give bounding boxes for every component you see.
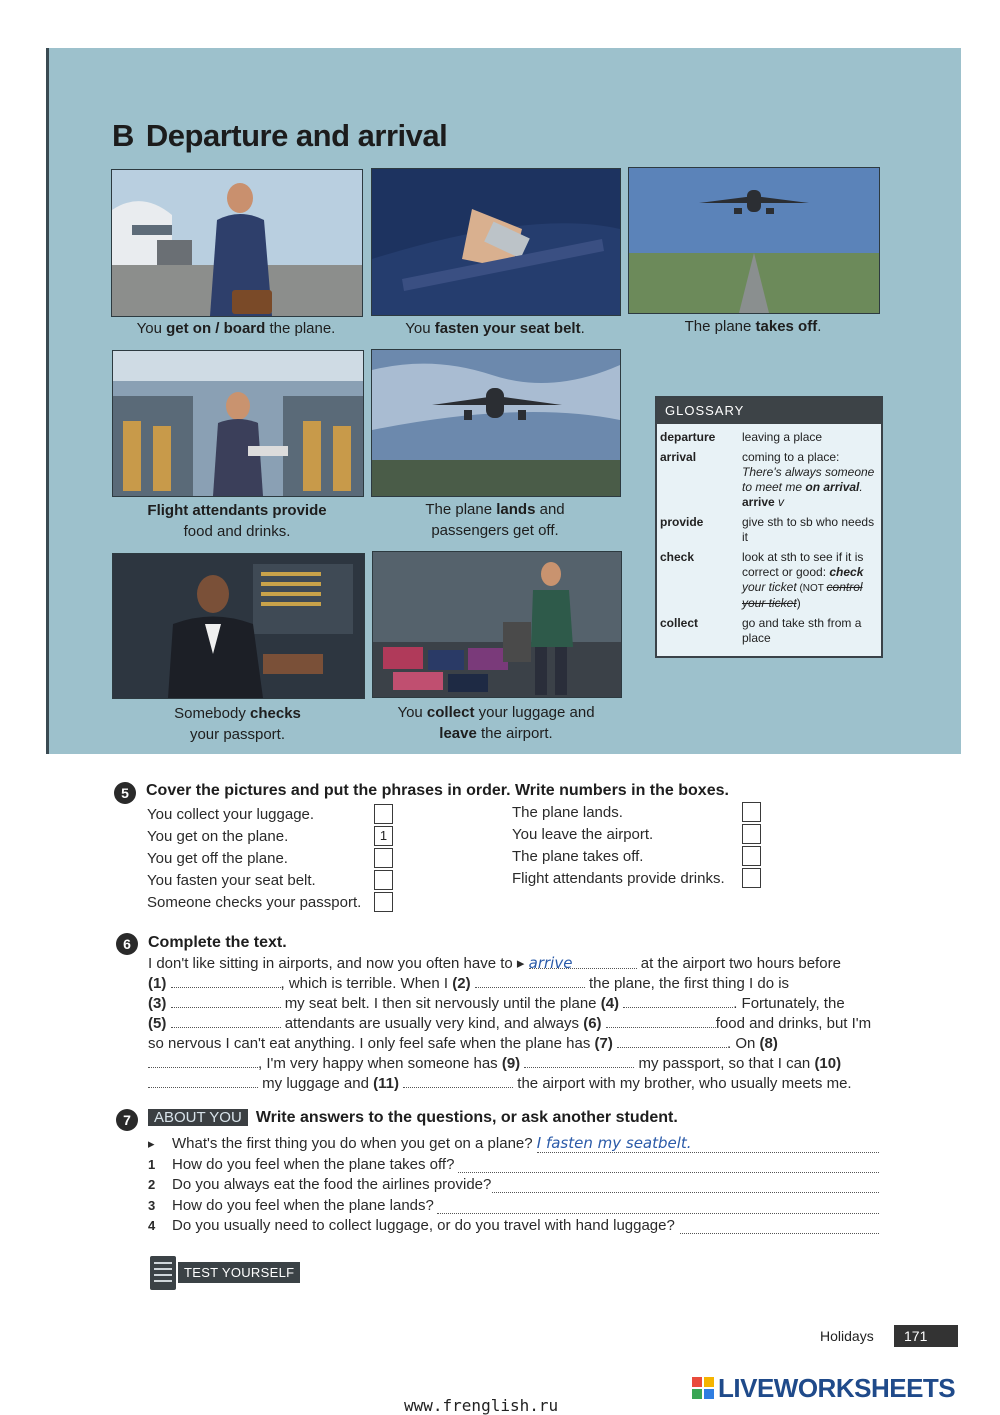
about-you-badge: ABOUT YOU: [148, 1109, 248, 1126]
page-number: 171: [894, 1325, 958, 1347]
caption-seat-belt: You fasten your seat belt.: [405, 320, 585, 337]
glossary-entry: collect go and take sth from a place: [660, 616, 862, 645]
gap-6[interactable]: [606, 1013, 716, 1028]
footer-section-name: Holidays: [820, 1328, 874, 1344]
order-box[interactable]: [374, 848, 393, 868]
gap-4[interactable]: [623, 993, 733, 1008]
exercise-6-heading: Complete the text.: [148, 934, 287, 951]
caption-takeoff: The plane takes off.: [684, 318, 822, 335]
gap-7[interactable]: [617, 1033, 727, 1048]
exercise-7-heading: ABOUT YOU Write answers to the questions, or ask another student.: [148, 1109, 678, 1127]
question-item: 2 Do you always eat the food the airlines provide?: [148, 1176, 492, 1193]
order-box[interactable]: 1: [374, 826, 393, 846]
order-box[interactable]: [742, 802, 761, 822]
caption-luggage: You collect your luggage and leave the airport.: [397, 704, 595, 742]
phrase-item: The plane lands.: [512, 804, 623, 821]
order-box[interactable]: [374, 804, 393, 824]
notebook-icon: [150, 1256, 176, 1290]
answer-line-2[interactable]: [492, 1191, 879, 1193]
exercise-7-number: 7: [116, 1109, 138, 1131]
order-box[interactable]: [742, 846, 761, 866]
gap-9[interactable]: [524, 1053, 634, 1068]
example-answer-handwritten: I fasten my seatbelt.: [536, 1134, 692, 1152]
photo-flight-attendant: [112, 350, 364, 497]
exercise-5-number: 5: [114, 782, 136, 804]
liveworksheets-logo-icon: [692, 1377, 714, 1399]
gap-fill-text: I don't like sitting in airports, and now you often have to ▸ arrive at the airport two hours before (1) , which is terrible. When I (2) the plane, the first thing I do is (3) my seat belt. I then sit nervously until the plane (4) . Fortunately, the (5) attendants are usually very kind, and always (6) food and drinks, but I'm so nervous I can't eat anything. I only feel safe when the plane has (7) . On (8) , I'm very happy when someone has (9) my passport, so that I can (10) my luggage and (11) the airport with my brother, who usually meets me.: [148, 954, 872, 1092]
photo-passport-check: [112, 553, 365, 699]
order-box[interactable]: [374, 870, 393, 890]
gap-10[interactable]: [148, 1073, 258, 1088]
question-item: 4 Do you usually need to collect luggage, or do you travel with hand luggage?: [148, 1217, 675, 1234]
exercise-5-heading: Cover the pictures and put the phrases in order. Write numbers in the boxes.: [146, 782, 729, 799]
glossary-entry: provide give sth to sb who needs it: [660, 515, 875, 544]
liveworksheets-brand[interactable]: LIVEWORKSHEETS: [692, 1373, 955, 1404]
phrase-item: You fasten your seat belt.: [147, 872, 316, 889]
website-url[interactable]: www.frenglish.ru: [404, 1396, 559, 1415]
photo-landing: [371, 349, 621, 497]
question-item: 3 How do you feel when the plane lands?: [148, 1197, 434, 1214]
example-question: ▸ What's the first thing you do when you get on a plane? I fasten my seatbelt.: [148, 1134, 692, 1152]
phrase-item: The plane takes off.: [512, 848, 644, 865]
order-box[interactable]: [374, 892, 393, 912]
gap-11[interactable]: [403, 1073, 513, 1088]
order-box[interactable]: [742, 868, 761, 888]
glossary-table: [660, 428, 881, 649]
phrase-item: You collect your luggage.: [147, 806, 315, 823]
answer-line: [537, 1151, 879, 1153]
glossary-box: [655, 396, 883, 658]
caption-passport-check: Somebody checks your passport.: [174, 705, 301, 743]
gap-5[interactable]: [171, 1013, 281, 1028]
phrase-item: Flight attendants provide drinks.: [512, 870, 725, 887]
section-title: B Departure and arrival: [112, 118, 448, 153]
photo-boarding: [111, 169, 363, 317]
gap-1[interactable]: [171, 973, 281, 988]
example-answer: arrive: [529, 954, 637, 969]
photo-luggage: [372, 551, 622, 698]
caption-landing: The plane lands and passengers get off.: [425, 501, 565, 539]
photo-seat-belt: [371, 168, 621, 316]
caption-boarding: You get on / board the plane.: [136, 320, 336, 337]
answer-line-1[interactable]: [458, 1171, 879, 1173]
answer-line-3[interactable]: [437, 1212, 879, 1214]
answer-line-4[interactable]: [680, 1232, 879, 1234]
glossary-title: GLOSSARY: [657, 398, 881, 424]
caption-flight-attendant: Flight attendants provide food and drinks.: [147, 502, 327, 540]
phrase-item: You get on the plane.: [147, 828, 289, 845]
glossary-entry: departure leaving a place: [660, 430, 823, 444]
phrase-item: You leave the airport.: [512, 826, 654, 843]
glossary-entry: check look at sth to see if it is correct or good: check your ticket (NOT control your ticket): [660, 550, 864, 610]
gap-8[interactable]: [148, 1053, 258, 1068]
order-box[interactable]: [742, 824, 761, 844]
phrase-item: Someone checks your passport.: [147, 894, 362, 911]
gap-2[interactable]: [475, 973, 585, 988]
phrase-item: You get off the plane.: [147, 850, 288, 867]
photo-takeoff: [628, 167, 880, 314]
gap-3[interactable]: [171, 993, 281, 1008]
exercise-6-number: 6: [116, 933, 138, 955]
question-item: 1 How do you feel when the plane takes off?: [148, 1156, 455, 1173]
glossary-entry: arrival coming to a place: There's always someone to meet me on arrival. arrive v: [660, 450, 875, 509]
